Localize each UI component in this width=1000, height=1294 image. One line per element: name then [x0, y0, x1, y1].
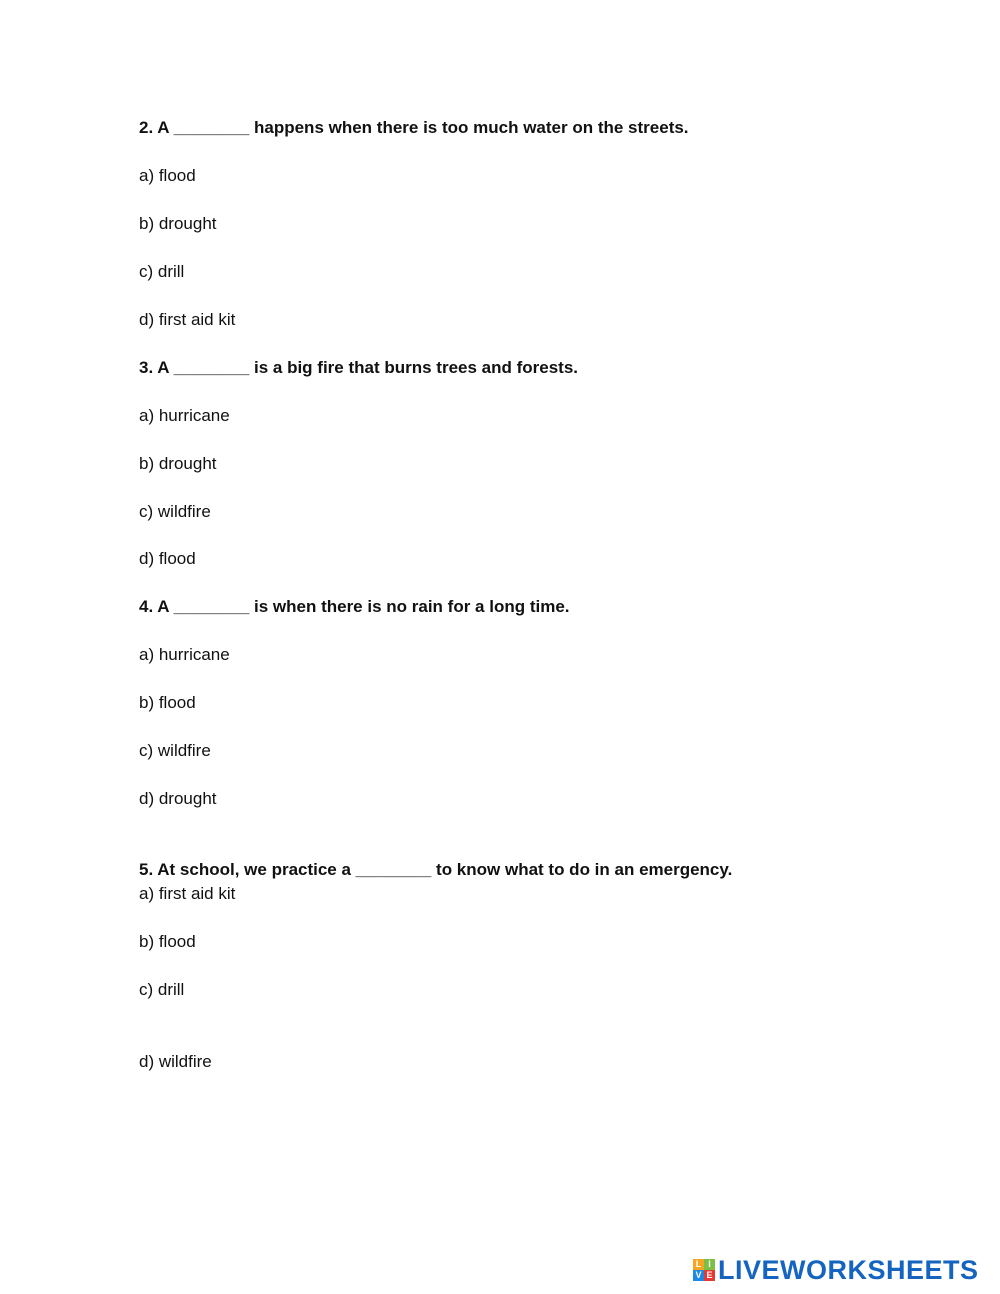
logo-mark-letter-e: E [704, 1270, 715, 1281]
question-4-option-a[interactable]: a) hurricane [139, 645, 230, 664]
logo-mark-icon [693, 1259, 715, 1281]
question-3-option-a[interactable]: a) hurricane [139, 406, 230, 425]
question-2-option-a[interactable]: a) flood [139, 166, 196, 185]
question-2-option-c[interactable]: c) drill [139, 262, 185, 281]
question-4-prompt: 4. A ________ is when there is no rain for a long time. [139, 597, 570, 616]
question-2-prompt: 2. A ________ happens when there is too much water on the streets. [139, 118, 689, 137]
question-4-option-d[interactable]: d) drought [139, 789, 217, 808]
question-3-prompt: 3. A ________ is a big fire that burns trees and forests. [139, 358, 579, 377]
question-4-option-c[interactable]: c) wildfire [139, 741, 211, 760]
logo-mark-letter-v: V [693, 1270, 704, 1281]
question-5-option-a[interactable]: a) first aid kit [139, 884, 236, 903]
logo-mark-letter-l: L [693, 1259, 704, 1270]
question-5-prompt: 5. At school, we practice a ________ to know what to do in an emergency. [139, 860, 733, 879]
question-2-option-b[interactable]: b) drought [139, 214, 217, 233]
question-4-option-b[interactable]: b) flood [139, 693, 196, 712]
question-2-option-d[interactable]: d) first aid kit [139, 310, 236, 329]
liveworksheets-logo [693, 1257, 979, 1283]
question-3-option-b[interactable]: b) drought [139, 454, 217, 473]
logo-text: LIVEWORKSHEETS [718, 1255, 979, 1285]
question-5-option-d[interactable]: d) wildfire [139, 1052, 212, 1071]
question-5-option-b[interactable]: b) flood [139, 932, 196, 951]
question-5-option-c[interactable]: c) drill [139, 980, 185, 999]
question-3-option-d[interactable]: d) flood [139, 549, 196, 568]
question-3-option-c[interactable]: c) wildfire [139, 502, 211, 521]
logo-mark-letter-i: I [704, 1259, 715, 1270]
